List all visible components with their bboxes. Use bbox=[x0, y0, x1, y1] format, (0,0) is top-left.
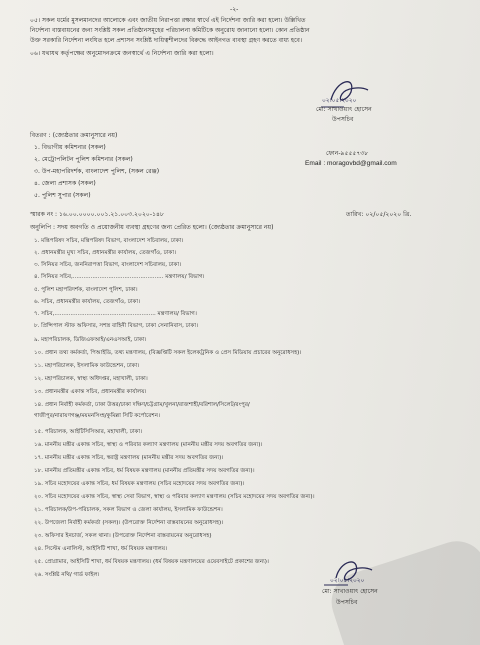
copy-item: ১৩. প্রধানমন্ত্রীর একান্ত সচিব, প্রধানমন্ত্রীর কার্যালয়। bbox=[34, 389, 147, 395]
distribution-item: ২. মেট্রোপলিটন পুলিশ কমিশনার (সকল) bbox=[34, 156, 133, 163]
copy-item: ২. প্রধানমন্ত্রীর মুখ্য সচিব, প্রধানমন্ত্রীর কার্যালয়, তেজগাঁও, ঢাকা। bbox=[34, 250, 176, 256]
distribution-item: ৫. পুলিশ সুপার (সকল) bbox=[34, 192, 91, 199]
signatory-name-1: মো: সাখাওয়াৎ হোসেন bbox=[316, 106, 372, 113]
signatory-name-2: মো: সাখাওয়াৎ হোসেন bbox=[322, 588, 378, 595]
memo-date: তারিখ: ০২/০৫/২০২০ খ্রি. bbox=[346, 211, 412, 218]
signatory-designation-2: উপসচিব bbox=[336, 599, 358, 606]
copy-item: ২৪. সিস্টেম এনালিস্ট, আইসিটি শাখা, ধর্ম বিষয়ক মন্ত্রণালয়। bbox=[34, 546, 168, 552]
distribution-item: ৩. উপ-মহাপরিদর্শক, বাংলাদেশ পুলিশ, (সকল রেঞ্জ) bbox=[34, 168, 160, 175]
copy-item: ২৬. সংশ্লিষ্ট নথি/ গার্ড ফাইল। bbox=[34, 572, 100, 578]
distribution-item: ৪. জেলা প্রশাসক (সকল) bbox=[34, 180, 96, 187]
copy-item: ৪. সিনিয়র সচিব,................................................... মন্ত্রণালয়/ বিভাগ। bbox=[34, 274, 205, 280]
signature-date-2: ০২।০৫।২০২০ bbox=[330, 578, 365, 584]
page-number: -২- bbox=[230, 6, 239, 13]
copy-item: ১৬. মাননীয় মন্ত্রীর একান্ত সচিব, স্বাস্থ্য ও পরিবার কল্যাণ মন্ত্রণালয় (মাননীয় মন্ত্রীর সদয় অবগতির জন্য)। bbox=[34, 442, 263, 448]
copy-item: ৬. সচিব, প্রধানমন্ত্রীর কার্যালয়, তেজগাঁও, ঢাকা। bbox=[34, 299, 141, 305]
copy-item: ১৮. মাননীয় প্রতিমন্ত্রীর একান্ত সচিব, ধর্ম বিষয়ক মন্ত্রণালয় (মাননীয় প্রতিমন্ত্রীর সদয় অবগতির জন্য)। bbox=[34, 468, 255, 474]
copy-item: ৯. মহাপরিচালক, ডিজিএফআই/এনএসআই, ঢাকা। bbox=[34, 337, 147, 343]
copy-item: ২১. পরিচালক/উপ-পরিচালক, সকল বিভাগ ও জেলা কার্যালয়, ইসলামিক ফাউন্ডেশন। bbox=[34, 507, 223, 513]
distribution-heading: বিতরণ : (জ্যেষ্ঠতার ক্রমানুসারে নয়) bbox=[30, 132, 118, 139]
copy-item-continued: গাজীপুর/নারায়ণগঞ্জ/ময়মনসিংহ/কুমিল্লা সিটি কর্পোরেশন। bbox=[34, 413, 160, 419]
copy-item: ১০. প্রধান তথ্য কর্মকর্তা, পিআইডি, তথ্য মন্ত্রণালয়, (বিজ্ঞপ্তিটি সকল ইলেকট্রনিক ও প্রেস মিডিয়ায় প্রচারের অনুরোধসহ)। bbox=[34, 350, 302, 356]
para5-line-2: নির্দেশনা বাস্তবায়নের জন্য সংশ্লিষ্ট সকল প্রতিষ্ঠানসমূহের পরিচালনা কমিটিকে অনুরোধ জানানো হলো। কোন প্রতিষ্ঠান bbox=[30, 27, 310, 34]
copy-item: ২২. উপজেলা নির্বাহী কর্মকর্তা (সকল)। (উপরোক্ত নির্দেশনা বাস্তবায়নের অনুরোধসহ)। bbox=[34, 520, 224, 526]
signatory-designation-1: উপসচিব bbox=[332, 116, 354, 123]
copy-item: ১৯. সচিব মহোদয়ের একান্ত সচিব, ধর্ম বিষয়ক মন্ত্রণালয় (সচিব মহোদয়ের সদয় অবগতির জন্য)। bbox=[34, 481, 245, 487]
copy-item: ২৩. অফিসার ইনচার্জ, সকল থানা। (উপরোক্ত নির্দেশনা বাস্তবায়নের অনুরোধসহ) bbox=[34, 533, 212, 539]
signatory-email: Email : moragovbd@gmail.com bbox=[305, 160, 397, 167]
copy-item: ২৫. প্রোগ্রামার, আইসিটি শাখা, ধর্ম বিষয়ক মন্ত্রণালয়। (ধর্ম বিষয়ক মন্ত্রণালয়ের ওয়েবসাইটে প্রকাশের জন্য)। bbox=[34, 559, 269, 565]
copy-heading: অনুলিপি : সদয় অবগতি ও প্রয়োজনীয় ব্যবস্থা গ্রহণের জন্য প্রেরিত হলো। (জ্যেষ্ঠতার ক্রমানুসারে নয়) bbox=[30, 224, 274, 231]
signatory-phone: ফোন-৯৫৫৫৭৩৮ bbox=[326, 150, 369, 157]
copy-item: ২০. সচিব মহোদয়ের একান্ত সচিব, স্বাস্থ্য সেবা বিভাগ, স্বাস্থ্য ও পরিবার কল্যাণ মন্ত্রণালয় (সচিব মহোদয়ের সদয় অবগতির জন্য)। bbox=[34, 494, 315, 500]
distribution-item: ১. বিভাগীয় কমিশনার (সকল) bbox=[34, 144, 106, 151]
copy-item: ১৪. প্রধান নির্বাহী কর্মকর্তা, ঢাকা উত্তর/ঢাকা দক্ষিণ/চট্টগ্রাম/খুলনা/রাজশাহী/বরিশাল/সিলেট/রংপুর/ bbox=[34, 402, 250, 408]
copy-item: ৮. প্রিন্সিপাল স্টাফ অফিসার, সশস্ত্র বাহিনী বিভাগ, ঢাকা সেনানিবাস, ঢাকা। bbox=[34, 323, 199, 329]
para5-line-1: ০৫। সকল ধর্মের মুসলমানদের আলোকে এবং জাতীয় নিরাপত্তা রক্ষার স্বার্থে এই নির্দেশনা জারি করা হলো। উল্লিখিত bbox=[30, 17, 306, 24]
copy-item: ৫. পুলিশ মহাপরিদর্শক, বাংলাদেশ পুলিশ, ঢাকা। bbox=[34, 287, 138, 293]
copy-item: ১৭. মাননীয় মন্ত্রীর একান্ত সচিব, স্বরাষ্ট্র মন্ত্রণালয় (মাননীয় মন্ত্রীর সদয় অবগতির জন্য)। bbox=[34, 455, 224, 461]
para5-line-3: উক্ত সরকারি নির্দেশনা লংঘিত হলে প্রশাসন সংশ্লিষ্ট দায়িত্বশীলদের বিরুদ্ধে আইনগত ব্যবস্থা গ্রহণ করতে বাধ্য হবে। bbox=[30, 37, 303, 44]
para6: ০৬। যথাযথ কর্তৃপক্ষের অনুমোদনক্রমে জনস্বার্থে এ নির্দেশনা জারি করা হলো। bbox=[30, 50, 214, 57]
signature-date-1: ০২।০৫।২০২০ bbox=[322, 98, 357, 104]
copy-item: ১৫. পরিচালক, আইটিসিসিআর, মহাখালী, ঢাকা। bbox=[34, 429, 143, 435]
copy-item: ১১. মহাপরিচালক, ইসলামিক ফাউন্ডেশন, ঢাকা। bbox=[34, 363, 140, 369]
copy-item: ১. মন্ত্রিপরিষদ সচিব, মন্ত্রিপরিষদ বিভাগ, বাংলাদেশ সচিবালয়, ঢাকা। bbox=[34, 238, 184, 244]
copy-item: ৭. সচিব,......................................................... মন্ত্রণালয়/ বিভাগ। bbox=[34, 311, 197, 317]
copy-item: ১২. মহাপরিচালক, স্বাস্থ্য অধিদপ্তর, মহাখালী, ঢাকা। bbox=[34, 376, 148, 382]
memo-number: স্মারক নং : ১৬.০০.০০০০.০০১.২১.০০৩.২০২০-১৪৮ bbox=[30, 211, 164, 218]
copy-item: ৩. সিনিয়র সচিব, জননিরাপত্তা বিভাগ, বাংলাদেশ সচিবালয়, ঢাকা। bbox=[34, 262, 182, 268]
